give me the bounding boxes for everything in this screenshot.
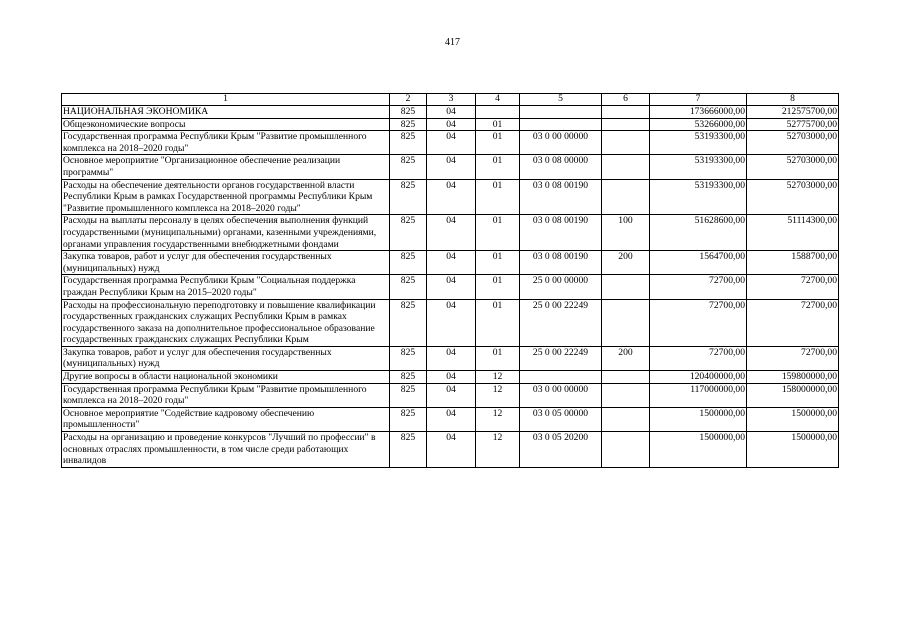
cell-subsection: 01 (476, 179, 520, 215)
cell-subsection: 01 (476, 346, 520, 370)
cell-section: 04 (427, 371, 476, 384)
cell-code: 825 (390, 131, 427, 155)
cell-amount-7: 117000000,00 (650, 383, 747, 407)
cell-subsection: 01 (476, 299, 520, 346)
cell-target: 03 0 05 00000 (520, 407, 602, 431)
cell-expense-type (602, 106, 650, 119)
cell-amount-8: 52703000,00 (747, 179, 839, 215)
cell-target: 25 0 00 00000 (520, 275, 602, 299)
cell-expense-type: 100 (602, 215, 650, 251)
cell-subsection: 12 (476, 383, 520, 407)
cell-subsection (476, 106, 520, 119)
cell-expense-type (602, 275, 650, 299)
cell-code: 825 (390, 432, 427, 468)
table-row (62, 432, 839, 468)
cell-subsection: 01 (476, 275, 520, 299)
table-row (62, 383, 839, 407)
col-header-8: 8 (747, 94, 839, 106)
cell-amount-7: 72700,00 (650, 299, 747, 346)
col-header-2: 2 (390, 94, 427, 106)
col-header-5: 5 (520, 94, 602, 106)
cell-amount-8: 51114300,00 (747, 215, 839, 251)
table-row (62, 346, 839, 370)
cell-amount-8: 72700,00 (747, 299, 839, 346)
cell-amount-8: 159800000,00 (747, 371, 839, 384)
cell-amount-8: 72700,00 (747, 346, 839, 370)
cell-amount-8: 212575700,00 (747, 106, 839, 119)
cell-target: 25 0 00 22249 (520, 299, 602, 346)
cell-amount-7: 120400000,00 (650, 371, 747, 384)
cell-amount-7: 53193300,00 (650, 179, 747, 215)
cell-code: 825 (390, 299, 427, 346)
cell-amount-7: 53193300,00 (650, 131, 747, 155)
cell-section: 04 (427, 106, 476, 119)
table-row (62, 179, 839, 215)
cell-expense-type (602, 131, 650, 155)
table-row (62, 299, 839, 346)
cell-amount-8: 52775700,00 (747, 118, 839, 131)
cell-amount-8: 1500000,00 (747, 432, 839, 468)
cell-amount-7: 1500000,00 (650, 432, 747, 468)
cell-expense-type (602, 383, 650, 407)
table-body (62, 106, 839, 468)
col-header-6: 6 (602, 94, 650, 106)
cell-target: 03 0 08 00190 (520, 215, 602, 251)
cell-amount-7: 72700,00 (650, 346, 747, 370)
cell-target: 03 0 08 00190 (520, 251, 602, 275)
cell-amount-8: 158000000,00 (747, 383, 839, 407)
cell-code: 825 (390, 346, 427, 370)
cell-amount-7: 1500000,00 (650, 407, 747, 431)
cell-target (520, 106, 602, 119)
budget-table (61, 93, 839, 468)
cell-target (520, 371, 602, 384)
cell-section: 04 (427, 432, 476, 468)
cell-code: 825 (390, 106, 427, 119)
cell-code: 825 (390, 215, 427, 251)
cell-section: 04 (427, 251, 476, 275)
cell-amount-8: 72700,00 (747, 275, 839, 299)
cell-subsection: 12 (476, 407, 520, 431)
table-row (62, 275, 839, 299)
col-header-1: 1 (62, 94, 390, 106)
table-row (62, 131, 839, 155)
table-row (62, 106, 839, 119)
cell-expense-type (602, 118, 650, 131)
cell-subsection: 01 (476, 155, 520, 179)
cell-target: 03 0 00 00000 (520, 131, 602, 155)
table-row (62, 215, 839, 251)
row-name: Основное мероприятие "Организационное обеспечение реализации программы" (62, 155, 390, 179)
cell-code: 825 (390, 383, 427, 407)
cell-section: 04 (427, 179, 476, 215)
cell-target: 03 0 08 00000 (520, 155, 602, 179)
cell-section: 04 (427, 131, 476, 155)
page-number: 417 (445, 37, 460, 48)
cell-section: 04 (427, 118, 476, 131)
cell-code: 825 (390, 371, 427, 384)
cell-expense-type (602, 371, 650, 384)
cell-section: 04 (427, 215, 476, 251)
cell-expense-type: 200 (602, 346, 650, 370)
row-name: Основное мероприятие "Содействие кадровому обеспечению промышленности" (62, 407, 390, 431)
cell-subsection: 12 (476, 432, 520, 468)
cell-amount-8: 52703000,00 (747, 155, 839, 179)
cell-expense-type (602, 432, 650, 468)
cell-code: 825 (390, 155, 427, 179)
cell-section: 04 (427, 155, 476, 179)
cell-code: 825 (390, 275, 427, 299)
cell-code: 825 (390, 251, 427, 275)
cell-expense-type (602, 407, 650, 431)
row-name: Расходы на обеспечение деятельности органов государственной власти Республики Крым в рамках Государственной программы Республики Крым "Развитие промышленного комплекса на 2018–2020 годы" (62, 179, 390, 215)
cell-section: 04 (427, 299, 476, 346)
cell-target: 25 0 00 22249 (520, 346, 602, 370)
row-name: Государственная программа Республики Крым "Развитие промышленного комплекса на 2018–2020 годы" (62, 383, 390, 407)
table-row (62, 371, 839, 384)
table-row (62, 118, 839, 131)
cell-code: 825 (390, 179, 427, 215)
row-name: Государственная программа Республики Крым "Развитие промышленного комплекса на 2018–2020 годы" (62, 131, 390, 155)
col-header-7: 7 (650, 94, 747, 106)
row-name: Закупка товаров, работ и услуг для обеспечения государственных (муниципальных) нужд (62, 346, 390, 370)
row-name: Расходы на профессиональную переподготовку и повышение квалификации государственных гражданских служащих Республики Крым в рамках государственного заказа на дополнительное профессиональное образование государственных гражданских служащих Республики Крым (62, 299, 390, 346)
cell-amount-8: 1500000,00 (747, 407, 839, 431)
cell-expense-type: 200 (602, 251, 650, 275)
cell-amount-7: 53193300,00 (650, 155, 747, 179)
row-name: Общеэкономические вопросы (62, 118, 390, 131)
cell-subsection: 01 (476, 131, 520, 155)
cell-section: 04 (427, 275, 476, 299)
cell-subsection: 12 (476, 371, 520, 384)
cell-amount-7: 1564700,00 (650, 251, 747, 275)
row-name: Государственная программа Республики Крым "Социальная поддержка граждан Республики Крым на 2015–2020 годы" (62, 275, 390, 299)
cell-amount-7: 51628600,00 (650, 215, 747, 251)
row-name: Закупка товаров, работ и услуг для обеспечения государственных (муниципальных) нужд (62, 251, 390, 275)
table-row (62, 407, 839, 431)
cell-expense-type (602, 299, 650, 346)
header-row (62, 94, 839, 106)
cell-target: 03 0 05 20200 (520, 432, 602, 468)
col-header-4: 4 (476, 94, 520, 106)
cell-code: 825 (390, 118, 427, 131)
row-name: Расходы на организацию и проведение конкурсов "Лучший по профессии" в основных отраслях промышленности, в том числе среди работающих инвалидов (62, 432, 390, 468)
cell-amount-8: 1588700,00 (747, 251, 839, 275)
cell-target: 03 0 00 00000 (520, 383, 602, 407)
cell-section: 04 (427, 383, 476, 407)
cell-amount-7: 72700,00 (650, 275, 747, 299)
cell-section: 04 (427, 346, 476, 370)
cell-amount-7: 173666000,00 (650, 106, 747, 119)
col-header-3: 3 (427, 94, 476, 106)
cell-subsection: 01 (476, 118, 520, 131)
cell-expense-type (602, 155, 650, 179)
row-name: НАЦИОНАЛЬНАЯ ЭКОНОМИКА (62, 106, 390, 119)
row-name: Другие вопросы в области национальной экономики (62, 371, 390, 384)
cell-expense-type (602, 179, 650, 215)
cell-section: 04 (427, 407, 476, 431)
cell-amount-8: 52703000,00 (747, 131, 839, 155)
cell-target (520, 118, 602, 131)
table-row (62, 251, 839, 275)
cell-subsection: 01 (476, 251, 520, 275)
cell-amount-7: 53266000,00 (650, 118, 747, 131)
row-name: Расходы на выплаты персоналу в целях обеспечения выполнения функций государственными (муниципальными) органами, казенными учреждениями, органами управления государственными внебюджетными фондами (62, 215, 390, 251)
cell-code: 825 (390, 407, 427, 431)
cell-subsection: 01 (476, 215, 520, 251)
table-row (62, 155, 839, 179)
cell-target: 03 0 08 00190 (520, 179, 602, 215)
